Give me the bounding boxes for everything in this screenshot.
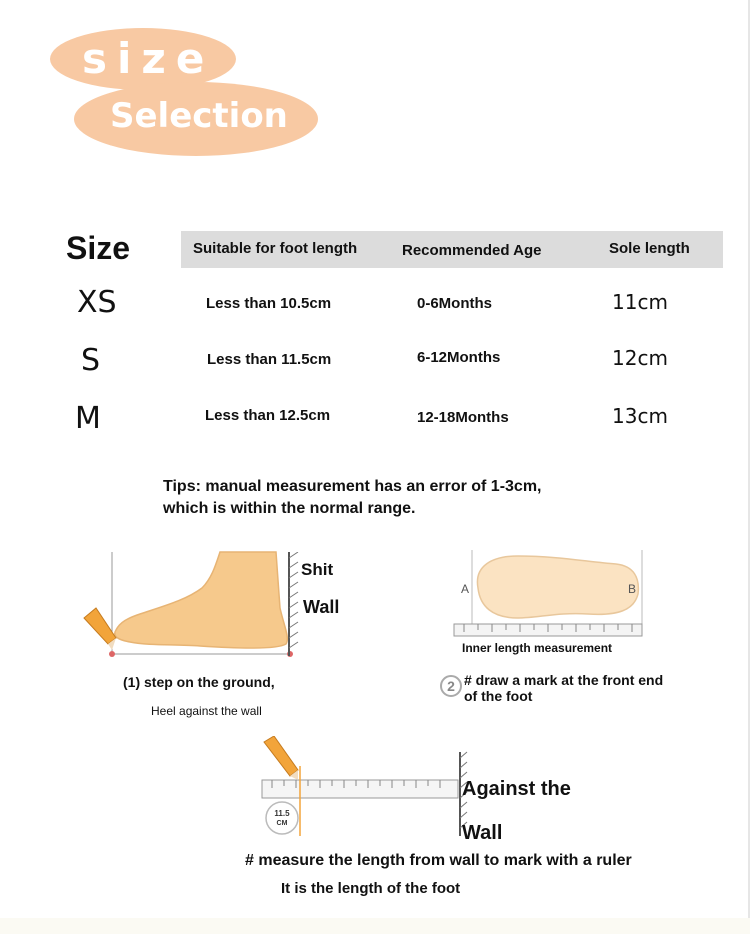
row-m-sole: 13cm [612,404,668,428]
step3-caption: # measure the length from wall to mark with a ruler [245,852,632,869]
step1-wall-label-1: Shit [301,560,334,579]
size-column-heading: Size [66,230,131,266]
step2-caption-line-2: of the foot [464,688,533,704]
header-foot-length: Suitable for foot length [193,240,358,257]
foot-icon [115,552,288,648]
measurement-tag-icon [266,802,298,834]
tips-line-1: Tips: manual measurement has an error of 1-3cm, [163,478,542,495]
ruler-icon [454,624,642,636]
header-recommended-age: Recommended Age [402,242,542,259]
row-xs-sole: 11cm [612,290,668,314]
row-size-s: S [81,343,101,378]
step1-wall-label-2: Wall [303,597,340,617]
tips-text [163,476,542,520]
mark-b-label: B [628,582,637,596]
badge-title-selection: Selection [110,96,288,136]
row-m-foot-length: Less than 12.5cm [205,407,331,424]
step3-subcaption: It is the length of the foot [281,880,461,897]
ruler-icon [262,780,458,798]
row-m-age: 12-18Months [417,409,509,426]
mark-a-label: A [461,582,470,596]
insole-icon [477,556,638,618]
row-s-sole: 12cm [612,346,668,370]
step2-number: 2 [447,678,455,694]
row-size-xs: XS [77,285,117,320]
tips-line-2: which is within the normal range. [163,500,416,517]
step2-insole-illustration [448,548,648,644]
step1-foot-illustration [80,548,310,660]
ruler-tag-value: 11.5 [274,809,290,818]
pencil-icon [264,736,298,780]
step2-inner-label: Inner length measurement [462,641,613,655]
row-s-foot-length: Less than 11.5cm [207,351,332,368]
header-sole-length: Sole length [609,240,690,257]
ruler-tag-unit: CM [276,820,288,827]
step2-number-circle [440,675,462,697]
step1-caption: (1) step on the ground, [123,674,275,690]
step3-wall-label-1: Against the [462,778,571,800]
badge-title-size: size [82,34,215,83]
bottom-strip [0,918,750,934]
row-s-age: 6-12Months [417,349,501,366]
step3-wall-label-2: Wall [462,822,503,844]
row-xs-foot-length: Less than 10.5cm [206,295,332,312]
row-size-m: M [75,401,101,436]
row-xs-age: 0-6Months [417,295,492,312]
step1-wall [286,552,300,656]
step1-subcaption: Heel against the wall [151,704,262,718]
step3-ruler-illustration [258,736,468,840]
pencil-icon [84,608,116,650]
step2-caption-line-1: # draw a mark at the front end [464,672,664,688]
